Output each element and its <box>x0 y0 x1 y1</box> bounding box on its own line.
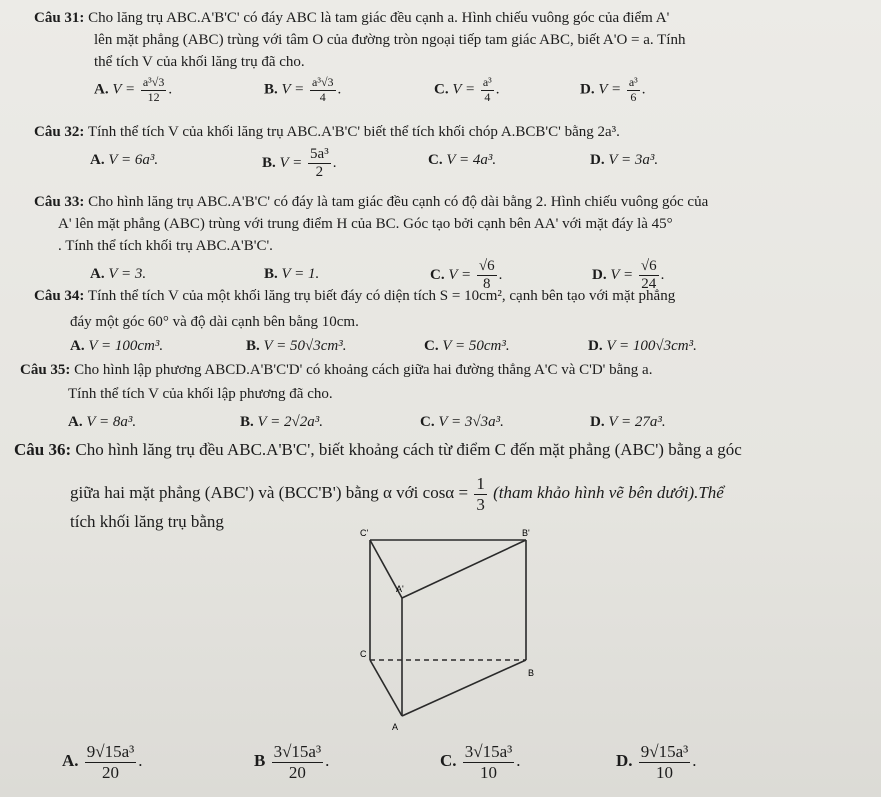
option-letter: C. <box>424 338 439 354</box>
option-lhs: V = <box>281 81 305 98</box>
q34-option-c[interactable] <box>424 338 510 355</box>
option-lhs: V = <box>279 155 303 172</box>
option-text: V = 50√3cm³. <box>263 338 347 354</box>
option-letter: A. <box>70 338 85 354</box>
frac-denominator: 8 <box>482 276 491 293</box>
q35-line1 <box>20 362 652 379</box>
frac-numerator: 3√15a³ <box>464 742 513 761</box>
edge-a-b <box>402 660 526 716</box>
frac-numerator: √6 <box>477 258 497 276</box>
q34-option-a[interactable] <box>70 338 163 355</box>
q32-option-a[interactable] <box>90 152 158 169</box>
q36-line2 <box>70 474 724 514</box>
frac-denominator: 6 <box>630 89 637 104</box>
option-letter: B. <box>240 414 254 430</box>
q36-line1 <box>14 440 742 460</box>
frac-numerator: a³√3 <box>312 75 334 89</box>
frac-denominator: 20 <box>102 762 120 782</box>
q34-option-d[interactable] <box>588 338 697 355</box>
q35-label: Câu 35: <box>20 362 71 378</box>
q36-text-1: Cho hình lăng trụ đều ABC.A'B'C', biết khoảng cách từ điểm C đến mặt phẳng (ABC') bằng a góc <box>75 440 742 459</box>
option-text: V = 2√2a³. <box>257 414 324 430</box>
frac-denominator: 4 <box>319 89 326 104</box>
q33-line3: . Tính thể tích khối trụ ABC.A'B'C'. <box>58 238 273 254</box>
frac-numerator: a³ <box>628 75 638 89</box>
q32-option-c[interactable] <box>428 152 496 169</box>
q32-text-1: Tính thể tích V của khối lăng trụ ABC.A'B'C' biết thể tích khối chóp A.BCB'C' bằng 2a³. <box>87 124 620 140</box>
option-letter: D. <box>580 81 595 98</box>
frac-denominator: 10 <box>480 762 498 782</box>
q31-line3: thể tích V của khối lăng trụ đã cho. <box>94 54 305 70</box>
q36-option-a[interactable]: A. $\frac{\text{9√15a³}}{20}$ . <box>62 742 143 782</box>
option-text: V = 4a³. <box>446 152 497 168</box>
frac-numerator: 9√15a³ <box>86 742 135 761</box>
option-letter: B <box>254 750 266 770</box>
option-lhs: V = <box>448 267 472 284</box>
frac-numerator: 5a³ <box>308 146 331 164</box>
q36-text-2b: (tham khảo hình vẽ bên dưới).Thể <box>493 482 724 502</box>
option-text: V = 100√3cm³. <box>606 338 697 354</box>
q32-option-d[interactable] <box>590 152 658 169</box>
q36-option-b[interactable]: B $\frac{\text{3√15a³}}{20}$ . <box>254 742 330 782</box>
frac-denominator: 24 <box>641 276 657 293</box>
frac-numerator: a³√3 <box>142 75 165 89</box>
q33-option-b[interactable] <box>264 266 319 283</box>
option-letter: C. <box>430 267 445 284</box>
option-letter: B. <box>262 155 276 172</box>
q35-line2: Tính thể tích V của khối lập phương đã cho. <box>68 386 333 402</box>
q31-option-c[interactable]: C. V = $\frac{\text{a³}}{4}$ . <box>434 75 500 104</box>
q36-text-2a: giữa hai mặt phẳng (ABC') và (BCC'B') bằng α với cosα = <box>70 482 469 502</box>
q32-line1 <box>34 124 620 141</box>
q35-text-1: Cho hình lập phương ABCD.A'B'C'D' có khoảng cách giữa hai đường thẳng A'C và C'D' bằng a. <box>74 362 653 378</box>
q33-text-1: Cho hình lăng trụ ABC.A'B'C' có đáy là tam giác đều cạnh có độ dài bằng 2. Hình chiếu vuông góc của <box>88 194 709 210</box>
option-letter: A. <box>68 414 83 430</box>
option-letter: C. <box>420 414 435 430</box>
q32-option-b[interactable]: B. V = $\frac{\text{5a³}}{2}$ . <box>262 146 337 181</box>
frac-numerator: 1 <box>476 474 485 493</box>
option-text: V = 100cm³. <box>88 338 164 354</box>
option-letter: A. <box>90 152 105 168</box>
q35-option-b[interactable] <box>240 414 323 431</box>
option-text: V = 27a³. <box>608 414 666 430</box>
q33-label: Câu 33: <box>34 194 85 210</box>
label-a: A <box>392 722 399 732</box>
q33-line1 <box>34 194 708 211</box>
q34-option-b[interactable] <box>246 338 347 355</box>
option-text: V = 6a³. <box>108 152 159 168</box>
q31-option-d[interactable]: D. V = $\frac{\text{a³}}{6}$ . <box>580 75 646 104</box>
q33-option-d[interactable]: D. V = $\frac{√6}{24}$ . <box>592 258 665 293</box>
q34-line1 <box>34 288 675 305</box>
q33-line2: A' lên mặt phẳng (ABC) trùng với trung điểm H của BC. Góc tạo bởi cạnh bên AA' với mặt đáy là 45° <box>58 216 673 232</box>
option-letter: A. <box>94 81 109 98</box>
q31-option-a[interactable]: A. V = $\frac{\text{a³√3}}{12}$ . <box>94 75 173 104</box>
option-lhs: V = <box>598 81 622 98</box>
option-letter: A. <box>90 266 105 282</box>
prism-figure <box>340 520 570 745</box>
q31-line1 <box>34 10 669 27</box>
frac-numerator: a³ <box>482 75 492 89</box>
q31-line2: lên mặt phẳng (ABC) trùng với tâm O của đường tròn ngoại tiếp tam giác ABC, biết A'O = a. Tính <box>94 32 686 48</box>
q32-label: Câu 32: <box>34 124 85 140</box>
label-b-top: B' <box>522 528 530 538</box>
option-lhs: V = <box>112 81 136 98</box>
edge-c-a <box>370 660 402 716</box>
q34-label: Câu 34: <box>34 288 85 304</box>
q33-option-c[interactable]: C. V = $\frac{√6}{8}$ . <box>430 258 503 293</box>
option-text: V = 3√3a³. <box>438 414 504 430</box>
frac-denominator: 4 <box>484 89 491 104</box>
q31-text-1: Cho lăng trụ ABC.A'B'C' có đáy ABC là tam giác đều cạnh a. Hình chiếu vuông góc của điểm A' <box>88 10 670 26</box>
option-letter: D. <box>592 267 607 284</box>
label-b: B <box>528 668 535 678</box>
frac-numerator: √6 <box>639 258 659 276</box>
option-lhs: V = <box>452 81 476 98</box>
q35-option-c[interactable] <box>420 414 504 431</box>
frac-numerator: 9√15a³ <box>640 742 689 761</box>
option-letter: D. <box>590 414 605 430</box>
option-text: V = 3. <box>108 266 147 282</box>
option-lhs: V = <box>610 267 634 284</box>
q36-option-c[interactable]: C. $\frac{\text{3√15a³}}{10}$ . <box>440 742 521 782</box>
label-a-top: A' <box>396 584 404 594</box>
frac-denominator: 10 <box>656 762 674 782</box>
option-text: V = 1. <box>281 266 320 282</box>
q34-line2: đáy một góc 60° và độ dài cạnh bên bằng 10cm. <box>70 314 359 330</box>
frac-numerator: 3√15a³ <box>273 742 322 761</box>
q35-option-a[interactable] <box>68 414 136 431</box>
frac-denominator: 12 <box>147 89 160 104</box>
option-letter: C. <box>434 81 449 98</box>
option-text: V = 3a³. <box>608 152 659 168</box>
q31-label: Câu 31: <box>34 10 85 26</box>
label-c: C <box>360 649 367 659</box>
q36-label: Câu 36: <box>14 440 72 459</box>
option-letter: B. <box>264 81 278 98</box>
option-letter: D. <box>616 750 633 770</box>
frac-denominator: 20 <box>288 762 306 782</box>
option-letter: D. <box>588 338 603 354</box>
q31-option-b[interactable]: B. V = $\frac{\text{a³√3}}{4}$ . <box>264 75 342 104</box>
option-letter: C. <box>428 152 443 168</box>
option-text: V = 8a³. <box>86 414 137 430</box>
edge-atop-btop <box>402 540 526 598</box>
q35-option-d[interactable] <box>590 414 666 431</box>
q33-option-a[interactable] <box>90 266 146 283</box>
label-c-top: C' <box>360 528 369 538</box>
option-letter: B. <box>264 266 278 282</box>
frac-denominator: 3 <box>476 494 485 514</box>
option-letter: A. <box>62 750 79 770</box>
option-letter: D. <box>590 152 605 168</box>
q36-line3: tích khối lăng trụ bằng <box>70 512 224 531</box>
option-letter: B. <box>246 338 260 354</box>
q36-option-d[interactable]: D. $\frac{\text{9√15a³}}{10}$ . <box>616 742 697 782</box>
frac-denominator: 2 <box>315 164 324 181</box>
q34-text-1: Tính thể tích V của một khối lăng trụ biết đáy có diện tích S = 10cm², cạnh bên tạo với mặt phẳng <box>87 288 676 304</box>
option-text: V = 50cm³. <box>442 338 510 354</box>
option-letter: C. <box>440 750 457 770</box>
